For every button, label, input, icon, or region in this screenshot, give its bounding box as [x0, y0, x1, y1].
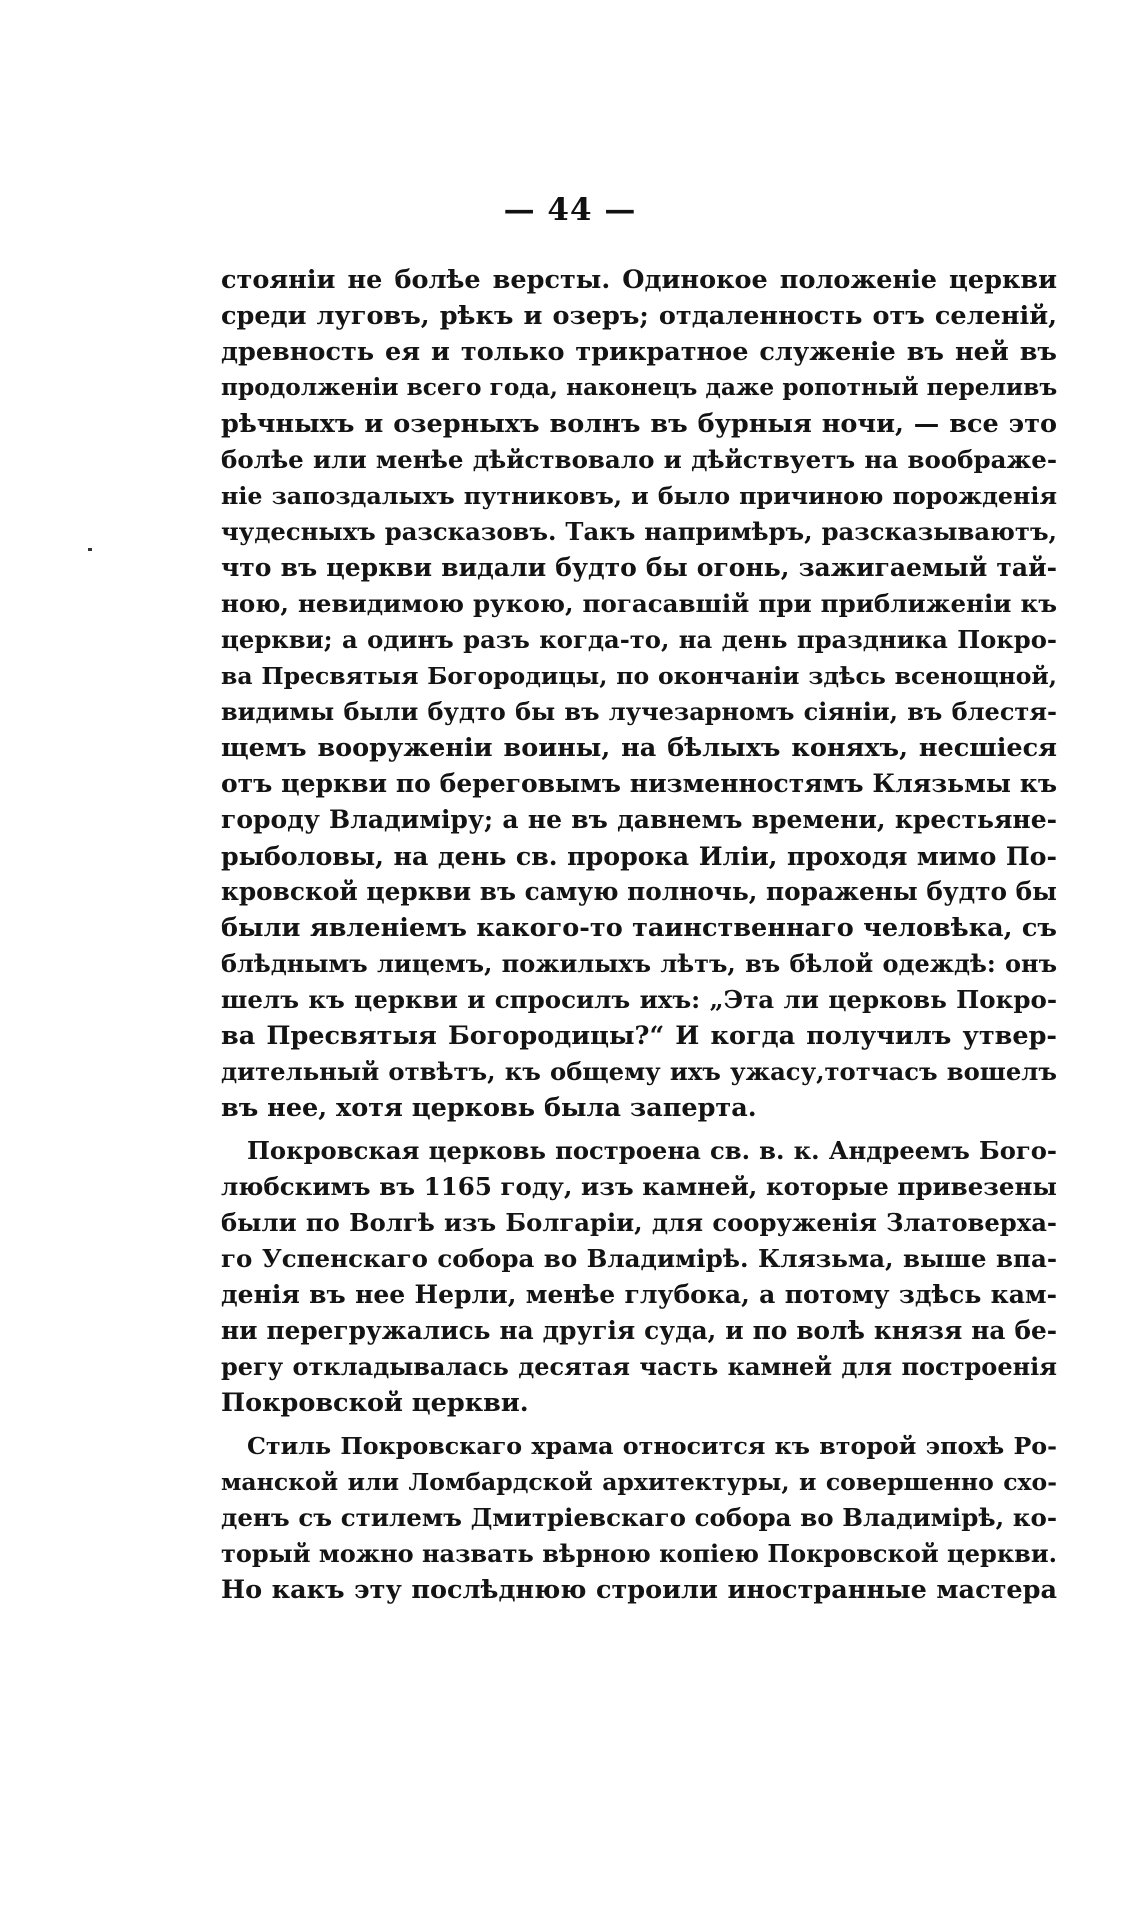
text-line: манской или Ломбардской архитектуры, и совершенно схо-: [221, 1468, 1057, 1496]
paragraph-1: [221, 262, 1057, 1126]
text-line: Но какъ эту послѣднюю строили иностранные мастера: [221, 1575, 1057, 1605]
text-line: рѣчныхъ и озерныхъ волнъ въ бурныя ночи, — все это: [221, 409, 1057, 439]
text-line: церкви; а одинъ разъ когда-то, на день праздника Покро-: [221, 625, 1057, 654]
text-line: нiе запоздалыхъ путниковъ, и было причиною порожденiя: [221, 482, 1057, 510]
paragraph-gap: [221, 1126, 1057, 1133]
text-line: ва Пресвятыя Богородицы?“ И когда получилъ утвер-: [221, 1021, 1057, 1051]
text-line: городу Владимiру; а не въ давнемъ времени, крестьяне-: [221, 805, 1057, 834]
text-line: торый можно назвать вѣрною копiею Покровской церкви.: [221, 1539, 1057, 1568]
margin-mark: [88, 548, 92, 551]
text-line: болѣе или менѣе дѣйствовало и дѣйствуетъ на воображе-: [221, 445, 1057, 474]
text-line: стоянiи не болѣе версты. Одинокое положенiе церкви: [221, 265, 1057, 295]
text-line: го Успенскаго собора во Владимiрѣ. Клязьма, выше впа-: [221, 1244, 1057, 1273]
paragraph-gap: [221, 1421, 1057, 1428]
text-line: видимы были будто бы въ лучезарномъ сiянiи, въ блестя-: [221, 697, 1057, 726]
text-line: чудесныхъ разсказовъ. Такъ напримѣръ, разсказываютъ,: [221, 517, 1057, 546]
text-line: древность ея и только трикратное служенiе въ ней въ: [221, 337, 1057, 367]
text-line: были явленiемъ какого-то таинственнаго человѣка, съ: [221, 913, 1057, 943]
text-line: блѣднымъ лицемъ, пожилыхъ лѣтъ, въ бѣлой одеждѣ: онъ: [221, 949, 1057, 978]
text-line: регу откладывалась десятая часть камней для построенiя: [221, 1352, 1057, 1381]
text-line: ва Пресвятыя Богородицы, по окончанiи здѣсь всенощной,: [221, 662, 1057, 690]
paragraph-2: [221, 1133, 1057, 1421]
text-line: отъ церкви по береговымъ низменностямъ Клязьмы къ: [221, 769, 1057, 798]
text-line: среди луговъ, рѣкъ и озеръ; отдаленность отъ селенiй,: [221, 301, 1057, 331]
body-text: [221, 262, 1057, 1608]
text-line: Покровской церкви.: [221, 1388, 529, 1418]
text-line: дительный отвѣтъ, къ общему ихъ ужасу,тотчасъ вошелъ: [221, 1057, 1057, 1086]
text-line: щемъ вооруженiи воины, на бѣлыхъ коняхъ, несшiеся: [221, 733, 1057, 763]
text-line: денъ съ стилемъ Дмитрiевскаго собора во Владимiрѣ, ко-: [221, 1503, 1057, 1532]
text-line: денiя въ нее Нерли, менѣе глубока, а потому здѣсь кам-: [221, 1280, 1057, 1309]
text-line: кровской церкви въ самую полночь, поражены будто бы: [221, 877, 1057, 906]
text-line: Покровская церковь построена св. в. к. Андреемъ Бого-: [247, 1136, 1057, 1165]
text-line: ни перегружались на другiя суда, и по волѣ князя на бе-: [221, 1316, 1057, 1345]
text-line: любскимъ въ 1165 году, изъ камней, которые привезены: [221, 1172, 1057, 1201]
text-line: рыболовы, на день св. пророка Илiи, проходя мимо По-: [221, 841, 1057, 871]
text-line: что въ церкви видали будто бы огонь, зажигаемый тай-: [221, 553, 1057, 582]
text-line: Стиль Покровскаго храма относится къ второй эпохѣ Ро-: [247, 1432, 1057, 1460]
text-line: были по Волгѣ изъ Болгарiи, для сооруженiя Златоверха-: [221, 1208, 1057, 1237]
text-line: продолженiи всего года, наконецъ даже ропотный переливъ: [221, 374, 1058, 401]
text-line: въ нее, хотя церковь была заперта.: [221, 1093, 757, 1123]
text-line: ною, невидимою рукою, погасавшiй при приближенiи къ: [221, 589, 1057, 618]
page-number: — 44 —: [503, 192, 637, 228]
paragraph-3: [221, 1428, 1057, 1608]
text-line: шелъ къ церкви и спросилъ ихъ: „Эта ли церковь Покро-: [221, 985, 1057, 1014]
